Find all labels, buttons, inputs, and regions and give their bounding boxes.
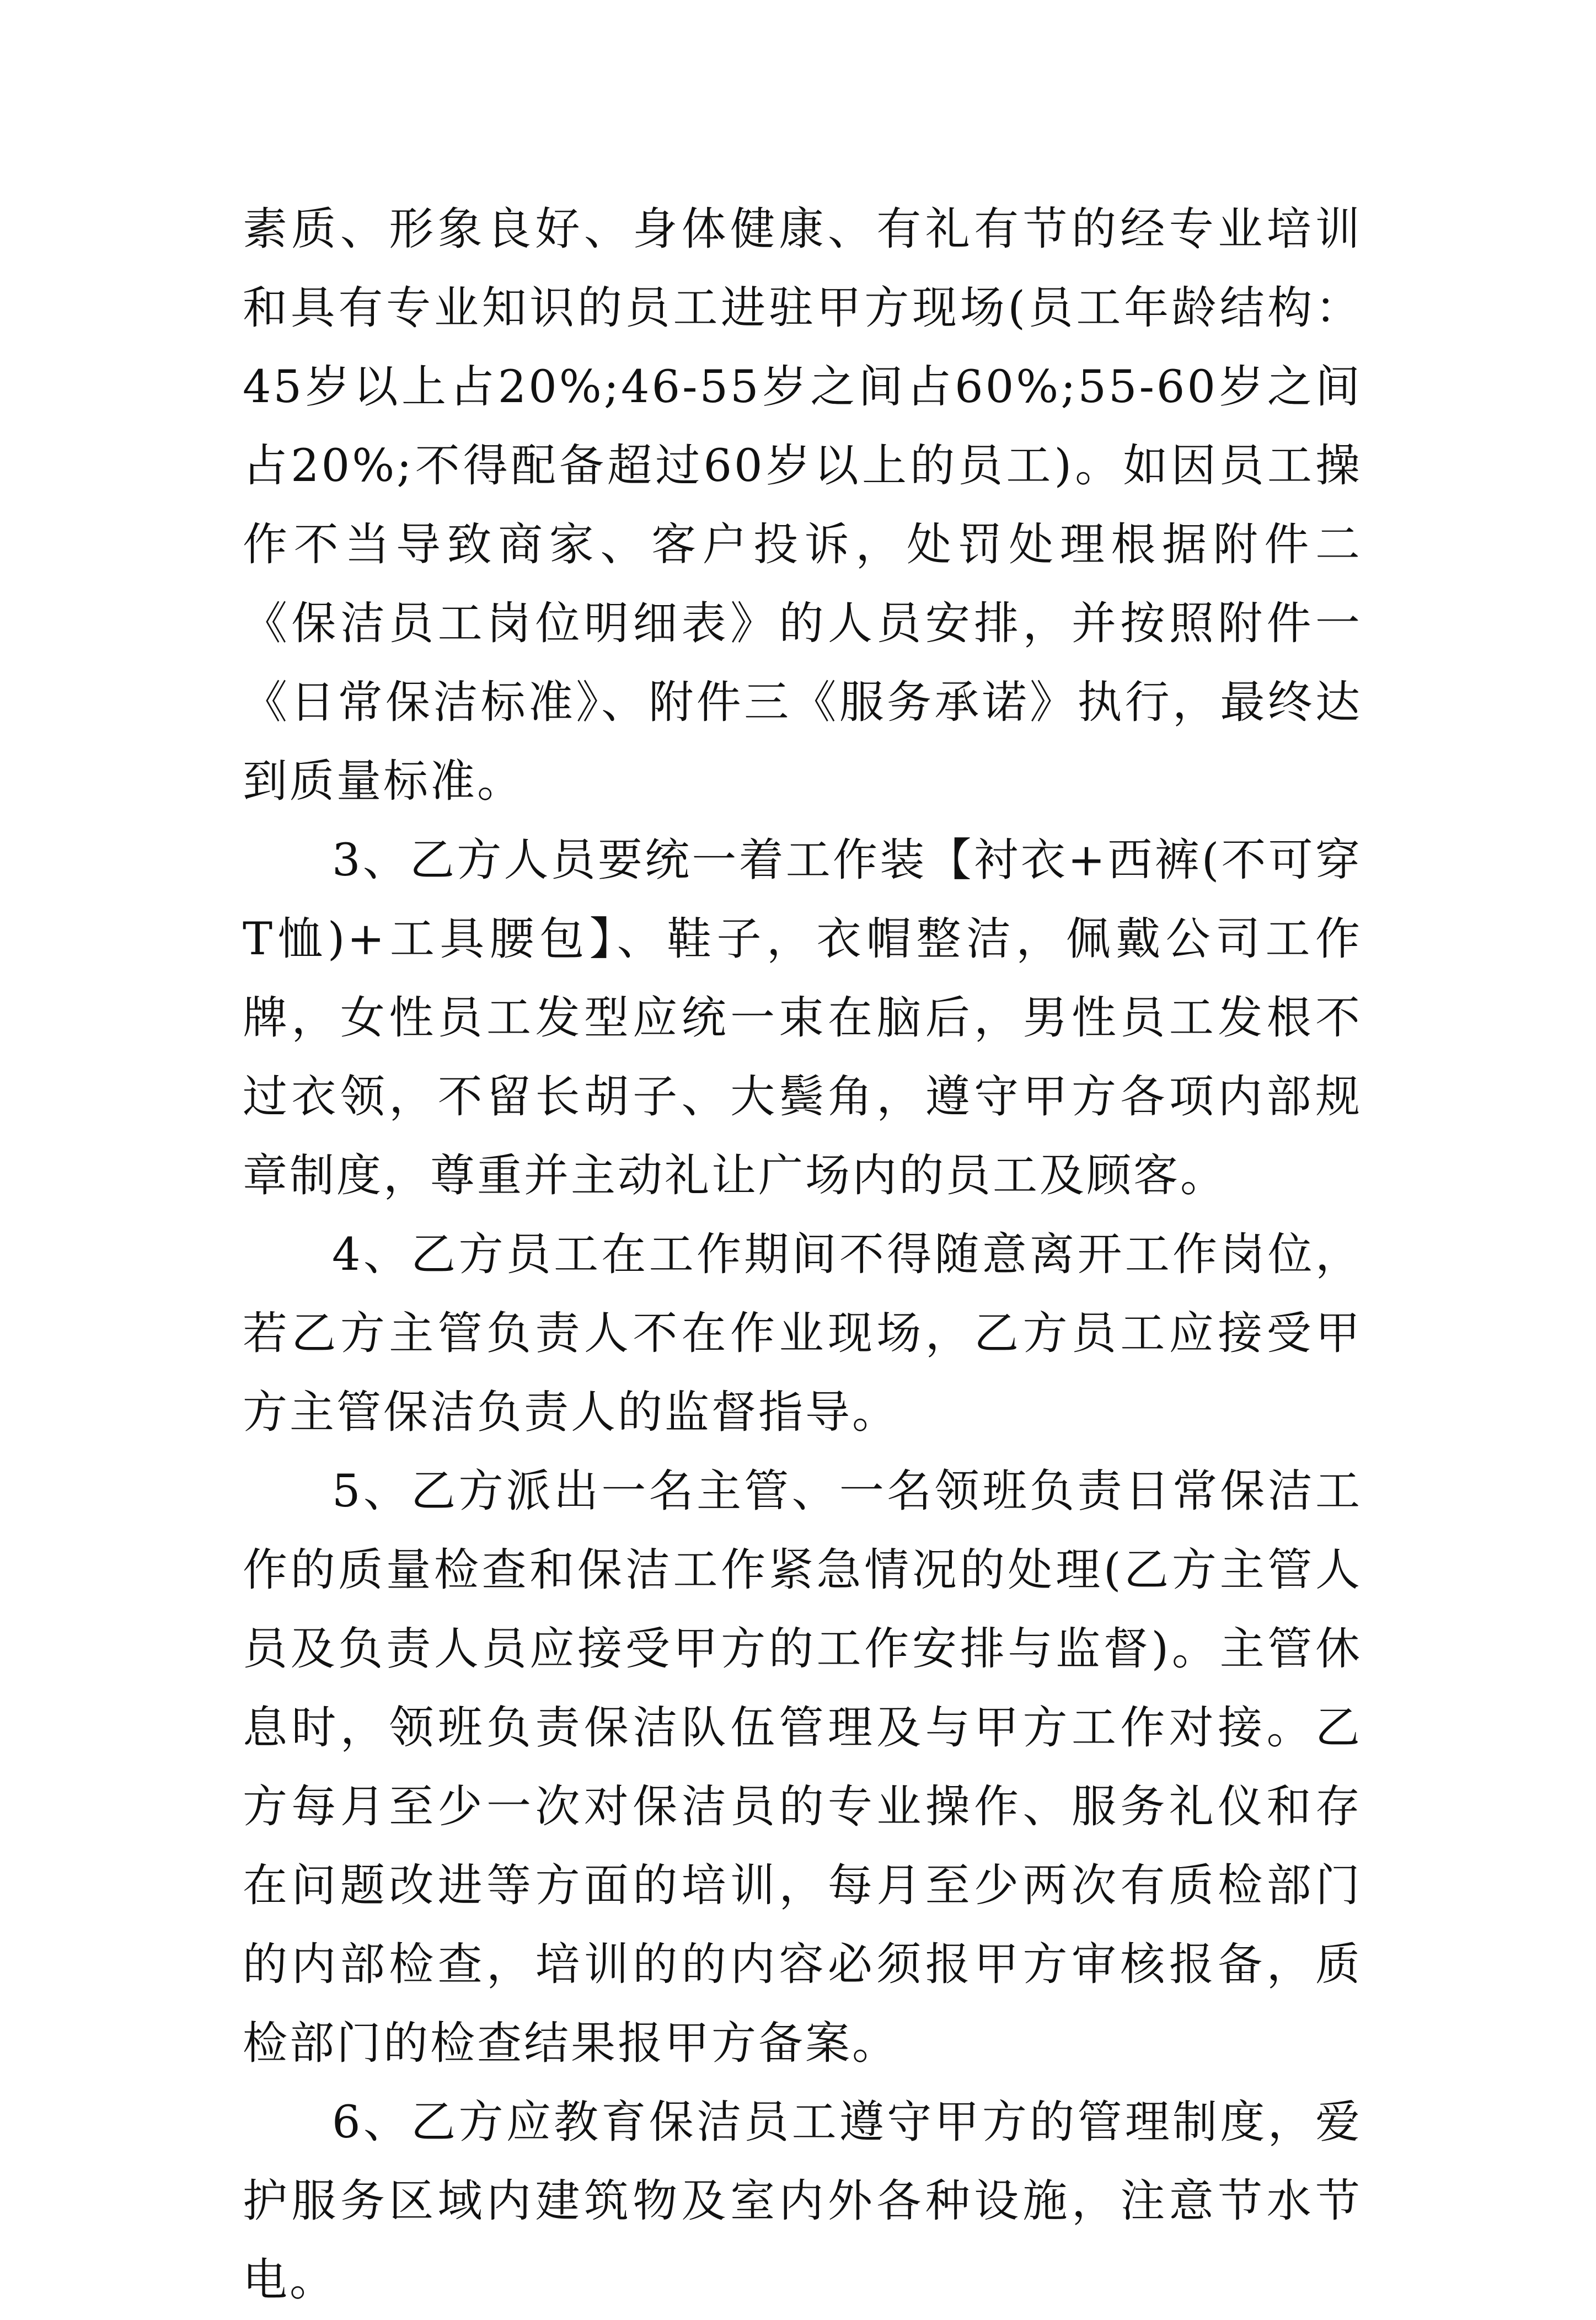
paragraph-clause-6: 6、乙方应教育保洁员工遵守甲方的管理制度，爱护服务区域内建筑物及室内外各种设施，注意节水节电。 bbox=[243, 2097, 1362, 2306]
document-body bbox=[243, 190, 1362, 2320]
paragraph-clause-4: 4、乙方员工在工作期间不得随意离开工作岗位，若乙方主管负责人不在作业现场，乙方员工应接受甲方主管保洁负责人的监督指导。 bbox=[243, 1229, 1362, 1439]
paragraph-continuation: 素质、形象良好、身体健康、有礼有节的经专业培训和具有专业知识的员工进驻甲方现场(员工年龄结构：45岁以上占20%;46-55岁之间占60%;55-60岁之间占20%;不得配备超过60岁以上的员工)。如因员工操作不当导致商家、客户投诉，处罚处理根据附件二《保洁员工岗位明细表》的人员安排，并按照附件一《日常保洁标准》、附件三《服务承诺》执行，最终达到质量标准。 bbox=[243, 204, 1362, 808]
paragraph-clause-3: 3、乙方人员要统一着工作装【衬衣+西裤(不可穿T恤)+工具腰包】、鞋子，衣帽整洁，佩戴公司工作牌，女性员工发型应统一束在脑后，男性员工发根不过衣领，不留长胡子、大鬓角，遵守甲方各项内部规章制度，尊重并主动礼让广场内的员工及顾客。 bbox=[243, 835, 1362, 1202]
paragraph-clause-5: 5、乙方派出一名主管、一名领班负责日常保洁工作的质量检查和保洁工作紧急情况的处理(乙方主管人员及负责人员应接受甲方的工作安排与监督)。主管休息时，领班负责保洁队伍管理及与甲方工作对接。乙方每月至少一次对保洁员的专业操作、服务礼仪和存在问题改进等方面的培训，每月至少两次有质检部门的内部检查，培训的的内容必须报甲方审核报备，质检部门的检查结果报甲方备案。 bbox=[243, 1466, 1362, 2070]
